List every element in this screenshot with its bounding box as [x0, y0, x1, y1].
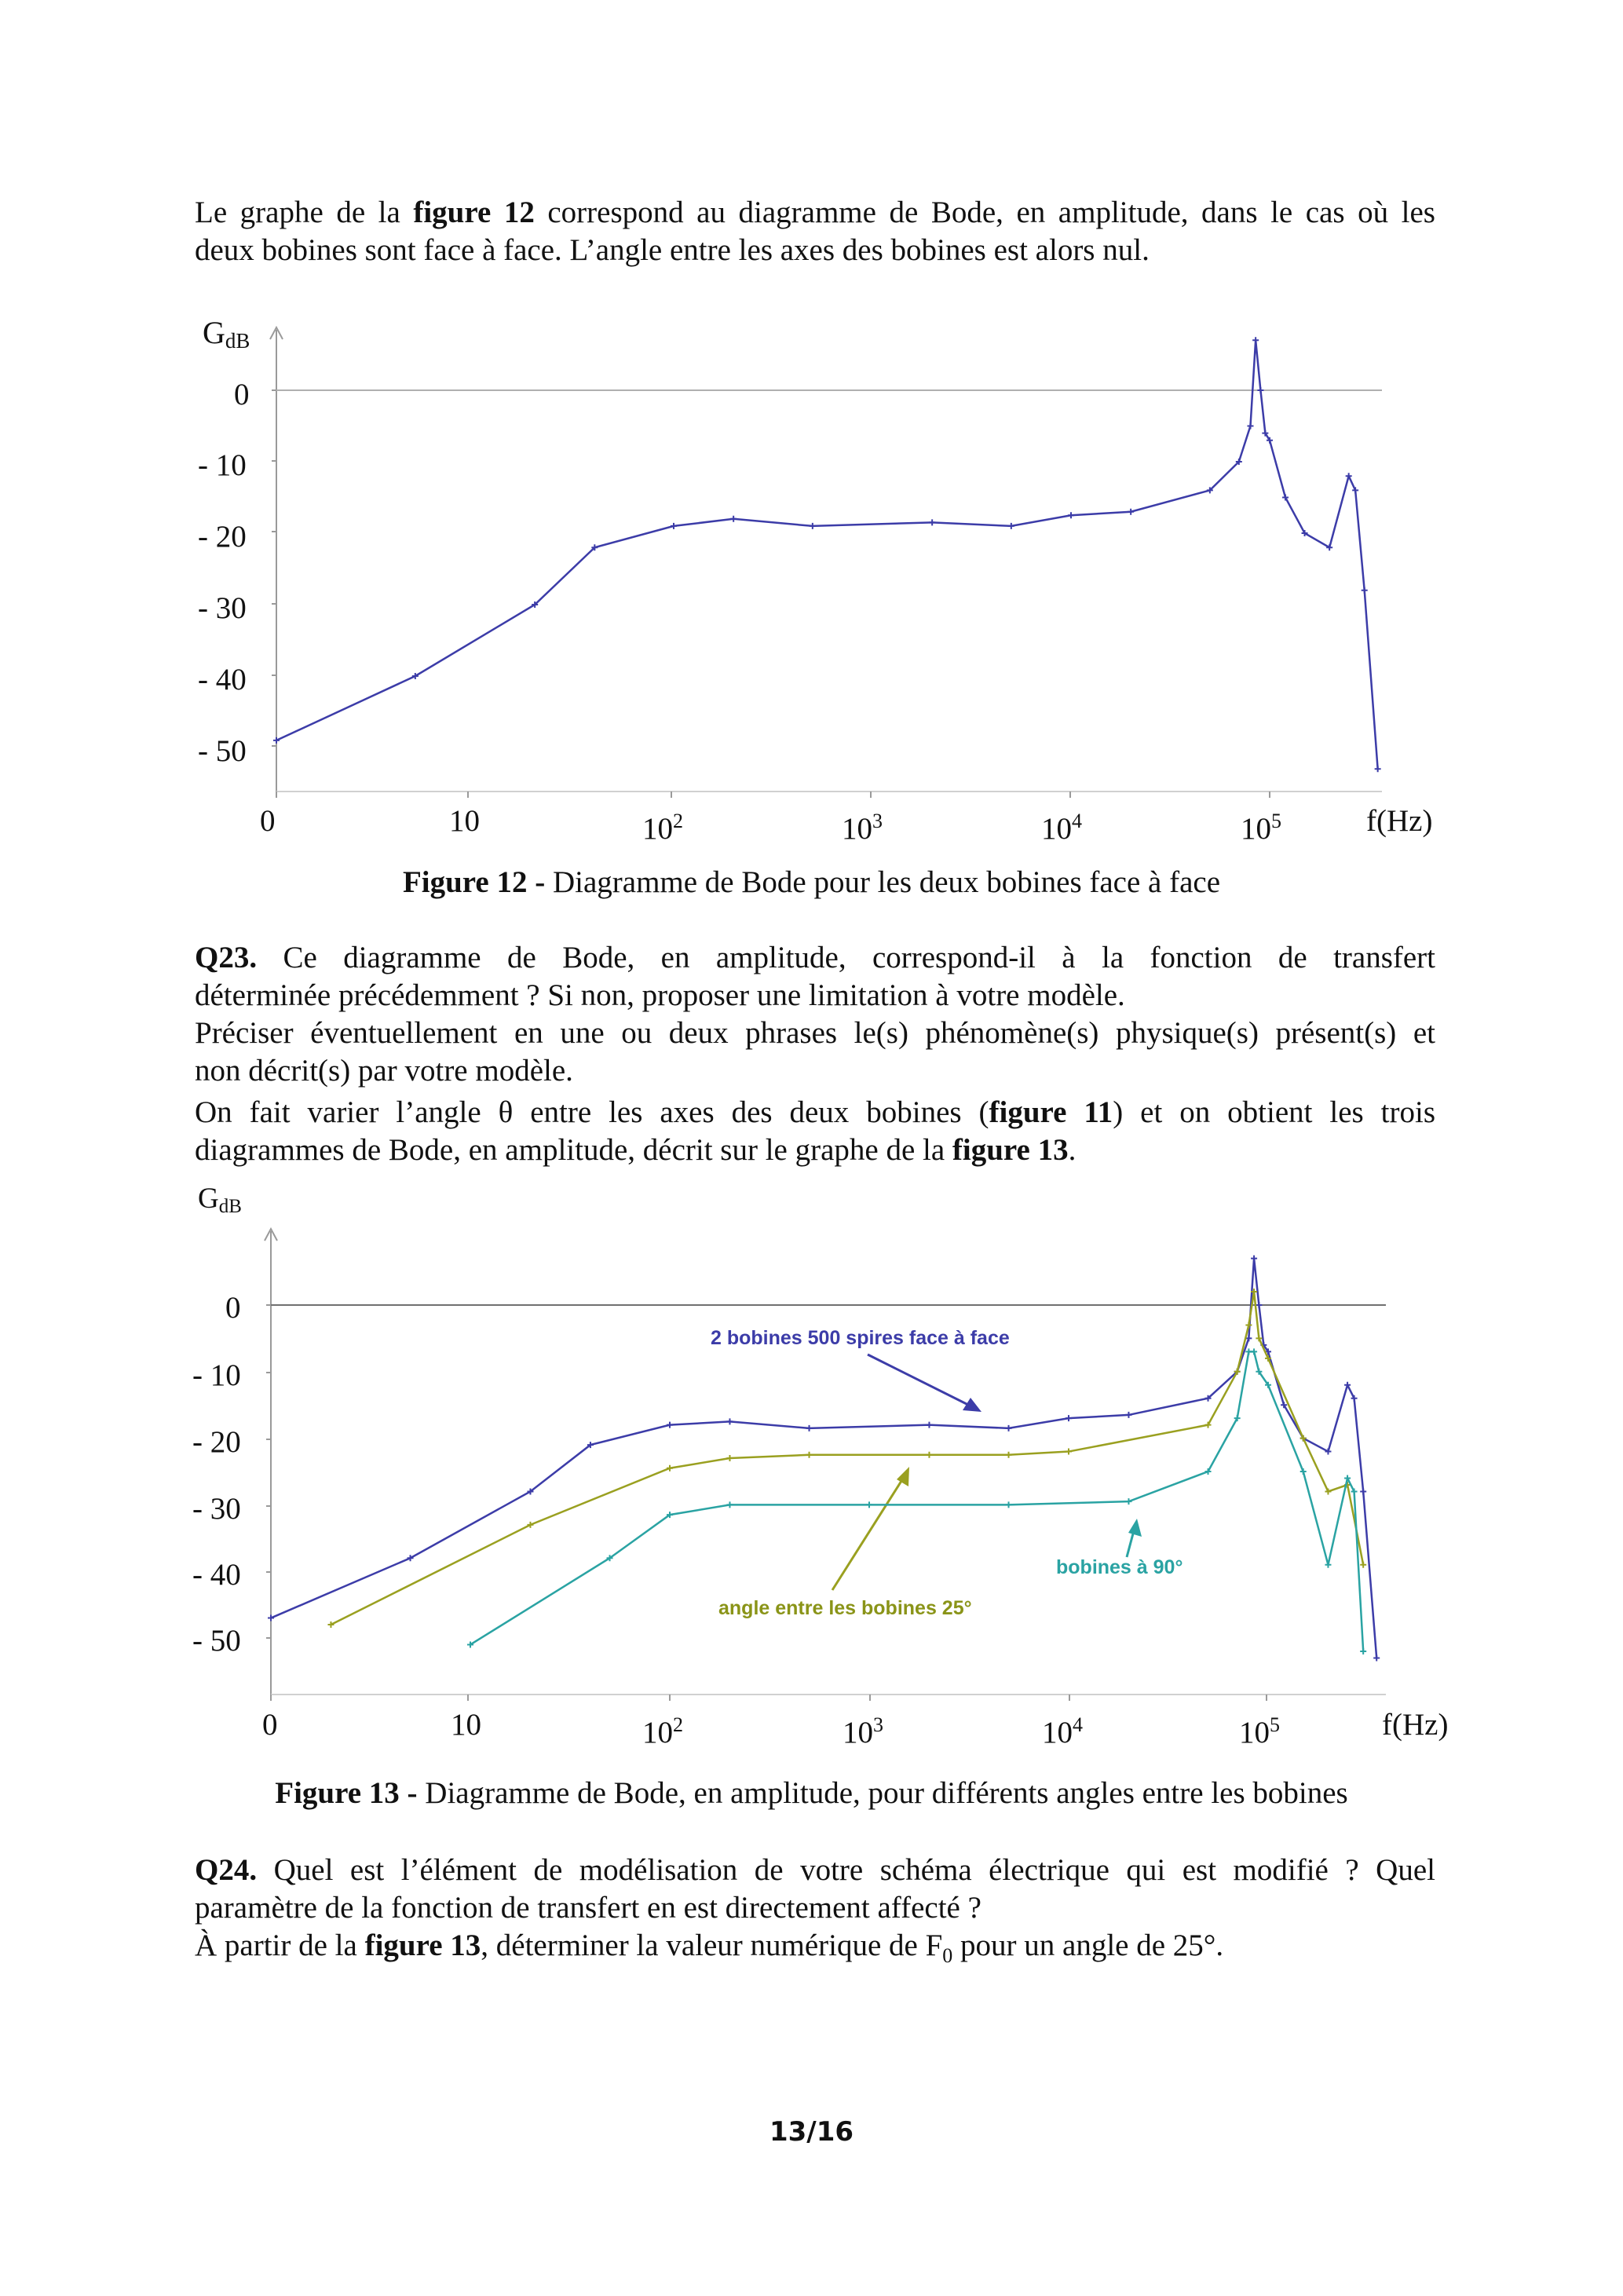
page-number: 13/16	[769, 2116, 854, 2148]
q23-line-2: déterminée précédemment ? Si non, proposer une limitation à votre modèle.	[195, 978, 1125, 1012]
fig13-label-90deg: bobines à 90°	[1056, 1556, 1183, 1578]
figure-12-plot	[270, 327, 1382, 798]
fig13-ytick-30: - 30	[192, 1492, 241, 1526]
figure-13-plot	[265, 1229, 1386, 1701]
fig13-series-3-point	[1006, 1501, 1012, 1508]
intro-line-2: deux bobines sont face à face. L’angle entre les axes des bobines est alors nul.	[195, 233, 1150, 267]
q24-label: Q24.	[195, 1853, 258, 1887]
fig12-xtick-marks	[276, 792, 1270, 798]
fig13-series-3-point	[1300, 1468, 1307, 1475]
fig12-series-1-line	[276, 340, 1378, 769]
fig12-series-1-point	[1257, 387, 1263, 393]
fig12-xtick-4: $10^4$	[1041, 810, 1082, 846]
fig13-series-3-point	[1351, 1488, 1358, 1494]
fig13-series-1-point	[806, 1425, 813, 1431]
fig12-xtick-3: $10^3$	[842, 810, 883, 846]
fig13-series-1-point	[1351, 1395, 1358, 1402]
fig13-series-3-point	[1344, 1475, 1351, 1481]
fig12-ytick-20: - 20	[198, 520, 247, 554]
fig13-xtick-3: $10^3$	[843, 1713, 883, 1749]
fig13-arrow-25deg	[832, 1467, 909, 1590]
fig13-xtick-marks	[271, 1695, 1267, 1701]
q24-line-1: Q24. Quel est l’élément de modélisation de votre schéma électrique qui est modifié ? Quel	[195, 1853, 1435, 1887]
fig12-ytick-30: - 30	[198, 591, 247, 625]
fig12-series-1-point	[1352, 487, 1358, 493]
fig13-xtick-2: $10^2$	[642, 1713, 683, 1749]
fig13-series-1-point	[1251, 1256, 1257, 1262]
fig12-series-1-point	[273, 737, 280, 744]
fig12-series-1-point	[1008, 523, 1014, 529]
q23-label: Q23.	[195, 941, 258, 974]
q23-line-5: On fait varier l’angle θ entre les axes des deux bobines (figure 11) et on obtient les trois	[195, 1095, 1436, 1129]
fig12-caption: Figure 12 - Diagramme de Bode pour les deux bobines face à face	[402, 865, 1221, 899]
fig12-xtick-1: 10	[449, 804, 480, 838]
fig13-series-3-point	[1360, 1648, 1366, 1654]
fig13-ytick-0: 0	[225, 1291, 241, 1325]
fig12-ytick-10: - 10	[198, 448, 247, 482]
fig13-series-2-point	[926, 1452, 932, 1458]
fig12-ytick-40: - 40	[198, 663, 247, 696]
fig13-series-2-point	[1360, 1562, 1366, 1568]
fig13-xtick-5: $10^5$	[1239, 1713, 1280, 1749]
fig13-ytick-10: - 10	[192, 1358, 241, 1392]
fig13-series-1-point	[667, 1422, 673, 1428]
fig13-series-1-point	[1256, 1302, 1262, 1308]
fig12-series-1-point	[1346, 473, 1352, 479]
fig12-xtick-5: $10^5$	[1241, 810, 1281, 846]
fig13-arrow-face-a-face	[868, 1355, 981, 1412]
fig13-series-3-point	[1325, 1562, 1331, 1568]
q23-line-4: non décrit(s) par votre modèle.	[195, 1054, 573, 1088]
fig13-series-2-point	[1325, 1488, 1331, 1494]
fig13-series-2-point	[1256, 1335, 1262, 1341]
fig12-xtick-0: 0	[260, 804, 276, 838]
fig13-series-1-point	[1125, 1412, 1131, 1418]
fig13-ytick-40: - 40	[192, 1558, 241, 1592]
q23-line-3: Préciser éventuellement en une ou deux phrases le(s) phénomène(s) physique(s) présent(s) et	[195, 1016, 1435, 1050]
q24-line-2: paramètre de la fonction de transfert en est directement affecté ?	[195, 1891, 981, 1925]
fig13-series-3-point	[726, 1501, 733, 1508]
fig12-series-1-point	[730, 516, 737, 522]
fig13-caption: Figure 13 - Diagramme de Bode, en amplitude, pour différents angles entre les bobines	[275, 1776, 1348, 1810]
fig13-series-1-point	[726, 1418, 733, 1424]
fig13-ytick-20: - 20	[192, 1425, 241, 1459]
fig13-xlabel: f(Hz)	[1382, 1708, 1449, 1742]
fig12-ytick-0: 0	[234, 378, 250, 411]
fig12-series-1-point	[671, 523, 677, 529]
fig13-series-1-point	[1373, 1654, 1380, 1661]
fig13-series-2-point	[1006, 1452, 1012, 1458]
fig13-ylabel: GdB	[198, 1183, 242, 1217]
fig13-ytick-50: - 50	[192, 1624, 241, 1658]
fig13-series-3-point	[1251, 1348, 1257, 1355]
fig13-series-1-point	[1344, 1382, 1351, 1388]
fig13-arrow-90deg	[1127, 1519, 1142, 1557]
fig12-series-1-point	[1252, 337, 1259, 343]
fig13-series-2-point	[1066, 1449, 1072, 1455]
fig12-series-1-point	[1362, 587, 1368, 594]
fig12-xtick-2: $10^2$	[642, 810, 683, 846]
fig12-series-1-point	[1247, 423, 1253, 430]
fig12-series-1-point	[1068, 512, 1074, 518]
fig12-ytick-50: - 50	[198, 734, 247, 768]
fig13-series-2-point	[806, 1452, 813, 1458]
fig13-xtick-1: 10	[451, 1708, 481, 1742]
fig13-series-2-point	[667, 1465, 673, 1472]
fig13-label-face-a-face: 2 bobines 500 spires face à face	[711, 1327, 1010, 1349]
fig13-series-1-point	[268, 1615, 274, 1621]
fig12-ylabel: GdB	[203, 315, 250, 353]
fig13-series-1-point	[926, 1422, 932, 1428]
fig12-series-layer	[273, 337, 1381, 772]
fig13-series-1-point	[1066, 1415, 1072, 1421]
fig12-xlabel: f(Hz)	[1366, 804, 1433, 838]
fig13-series-2-point	[1245, 1322, 1252, 1328]
fig12-series-1-point	[1128, 509, 1134, 515]
fig12-series-1-point	[929, 519, 935, 525]
figure-12-ref: figure 12	[413, 196, 535, 229]
intro-text-a: Le graphe de la	[195, 196, 414, 229]
fig13-series-1-point	[1006, 1425, 1012, 1431]
fig13-xtick-4: $10^4$	[1042, 1713, 1083, 1749]
intro-text-c: correspond au diagramme de Bode, en amplitude, dans le cas où les	[534, 196, 1435, 229]
q23-line-1: Q23. Ce diagramme de Bode, en amplitude, correspond-il à la fonction de transfert	[195, 941, 1435, 974]
q23-line-6: diagrammes de Bode, en amplitude, décrit sur le graphe de la figure 13.	[195, 1133, 1077, 1167]
q24-line-3: À partir de la figure 13, déterminer la valeur numérique de $F_0$ pour un angle de 25°.	[195, 1929, 1224, 1967]
fig12-series-1-point	[1375, 766, 1381, 772]
fig13-series-2-point	[726, 1455, 733, 1461]
fig13-label-25deg: angle entre les bobines 25°	[718, 1597, 972, 1619]
figure-13-ref: figure 13	[952, 1133, 1069, 1167]
fig13-xtick-0: 0	[262, 1708, 278, 1742]
fig13-series-3-point	[1125, 1498, 1131, 1504]
fig13-series-3-point	[866, 1501, 872, 1508]
fig12-series-1-point	[810, 523, 816, 529]
fig13-series-1-point	[1360, 1488, 1366, 1494]
figure-11-ref: figure 11	[989, 1095, 1113, 1129]
